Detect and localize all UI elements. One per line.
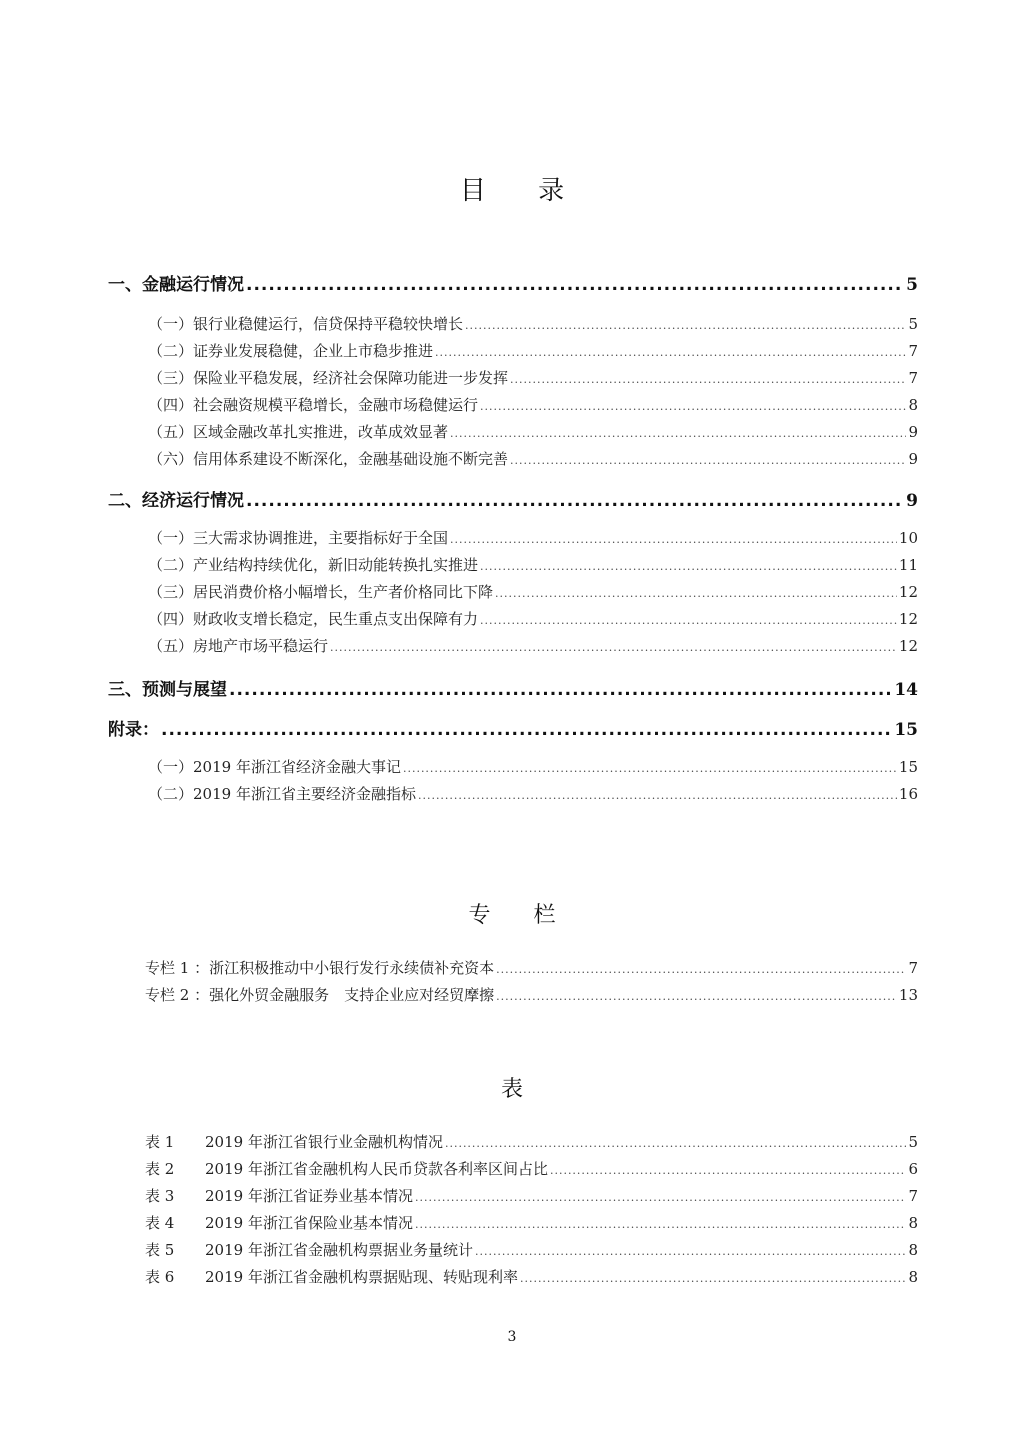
- table-entry[interactable]: [145, 1266, 918, 1286]
- toc-item-label: （四）社会融资规模平稳增长，金融市场稳健运行: [148, 396, 479, 414]
- table-entry-label: [145, 1158, 548, 1179]
- toc-page-number: 15: [898, 758, 918, 776]
- toc-page-number: 7: [908, 369, 918, 387]
- table-title: 2019 年浙江省保险业基本情况: [205, 1214, 413, 1232]
- toc-item-label: （一）2019 年浙江省经济金融大事记: [148, 758, 401, 776]
- table-number: 表 5: [145, 1241, 175, 1259]
- toc-item-label: （二）2019 年浙江省主要经济金融指标: [148, 785, 416, 803]
- dot-leader: [415, 1191, 907, 1204]
- toc-item-label: （二）产业结构持续优化，新旧动能转换扎实推进: [148, 556, 479, 574]
- table-number: 表 2: [145, 1160, 175, 1178]
- dot-leader: [496, 990, 897, 1003]
- toc-section-label: 三、预测与展望: [108, 680, 227, 700]
- page-number: 3: [507, 1329, 517, 1345]
- toc-page-number: 6: [908, 1160, 918, 1178]
- table-entry[interactable]: [145, 1239, 918, 1259]
- toc-item[interactable]: [148, 367, 918, 387]
- toc-item-label: （六）信用体系建设不断深化，金融基础设施不断完善: [148, 450, 509, 468]
- table-number: 表 1: [145, 1133, 175, 1151]
- dot-leader: [330, 641, 897, 654]
- toc-item[interactable]: [148, 394, 918, 414]
- column-label: 专栏 1 ：浙江积极推动中小银行发行永续债补充资本: [145, 959, 495, 977]
- toc-page-number: 13: [898, 986, 918, 1004]
- dot-leader: [510, 454, 906, 467]
- toc-item[interactable]: [148, 635, 918, 655]
- toc-item-label: （四）财政收支增长稳定，民生重点支出保障有力: [148, 610, 479, 628]
- toc-section-label: 二、经济运行情况: [108, 491, 244, 511]
- toc-item-label: （一）银行业稳健运行，信贷保持平稳较快增长: [148, 315, 464, 333]
- dot-leader: [520, 1272, 907, 1285]
- table-title: 2019 年浙江省银行业金融机构情况: [205, 1133, 443, 1151]
- dot-leader: [161, 720, 892, 740]
- dot-leader: [510, 373, 906, 386]
- toc-page-number: 15: [894, 720, 918, 740]
- toc-title: 目 录: [459, 176, 587, 206]
- dot-leader: [403, 762, 897, 775]
- table-number: 表 4: [145, 1214, 175, 1232]
- toc-item[interactable]: [148, 340, 918, 360]
- table-entry-label: [145, 1185, 413, 1206]
- toc-section-appendix[interactable]: [108, 715, 918, 739]
- toc-page-number: 16: [898, 785, 918, 803]
- columns-title: 专 栏: [468, 903, 574, 928]
- toc-item[interactable]: [148, 448, 918, 468]
- toc-page-number: 9: [906, 491, 918, 511]
- toc-item-label: （三）居民消费价格小幅增长，生产者价格同比下降: [148, 583, 494, 601]
- toc-item[interactable]: [148, 527, 918, 547]
- toc-item[interactable]: [148, 608, 918, 628]
- dot-leader: [246, 491, 904, 511]
- dot-leader: [495, 587, 897, 600]
- table-title: 2019 年浙江省金融机构人民币贷款各利率区间占比: [205, 1160, 548, 1178]
- toc-section-1[interactable]: [108, 270, 918, 294]
- toc-page-number: 10: [898, 529, 918, 547]
- toc-section-label: 附录：: [108, 720, 159, 740]
- toc-page-number: 9: [908, 423, 918, 441]
- dot-leader: [415, 1218, 907, 1231]
- table-title: 2019 年浙江省金融机构票据贴现、转贴现利率: [205, 1268, 518, 1286]
- dot-leader: [480, 614, 897, 627]
- toc-page-number: 5: [908, 1133, 918, 1151]
- table-entry[interactable]: [145, 1185, 918, 1205]
- dot-leader: [475, 1245, 907, 1258]
- table-title: 2019 年浙江省金融机构票据业务量统计: [205, 1241, 473, 1259]
- toc-page-number: 11: [898, 556, 918, 574]
- toc-page-number: 9: [908, 450, 918, 468]
- column-label: 专栏 2 ：强化外贸金融服务 支持企业应对经贸摩擦: [145, 986, 495, 1004]
- dot-leader: [496, 963, 906, 976]
- toc-section-3[interactable]: [108, 675, 918, 699]
- table-entry[interactable]: [145, 1131, 918, 1151]
- toc-page-number: 12: [898, 610, 918, 628]
- table-entry-label: [145, 1131, 443, 1152]
- dot-leader: [480, 400, 906, 413]
- toc-page-number: 7: [908, 959, 918, 977]
- table-entry-label: [145, 1212, 413, 1233]
- dot-leader: [445, 1137, 907, 1150]
- toc-page-number: 8: [908, 396, 918, 414]
- table-entry-label: [145, 1239, 473, 1260]
- column-entry[interactable]: [145, 984, 918, 1004]
- toc-item-label: （五）房地产市场平稳运行: [148, 637, 329, 655]
- toc-page-number: 7: [908, 342, 918, 360]
- toc-page-number: 7: [908, 1187, 918, 1205]
- column-entry[interactable]: [145, 957, 918, 977]
- dot-leader: [435, 346, 906, 359]
- toc-item[interactable]: [148, 783, 918, 803]
- toc-item[interactable]: [148, 581, 918, 601]
- table-entry[interactable]: [145, 1212, 918, 1232]
- toc-page-number: 8: [908, 1268, 918, 1286]
- table-title: 2019 年浙江省证券业基本情况: [205, 1187, 413, 1205]
- table-entry-label: [145, 1266, 518, 1287]
- table-number: 表 3: [145, 1187, 175, 1205]
- toc-item-label: （五）区域金融改革扎实推进，改革成效显著: [148, 423, 449, 441]
- tables-title: 表: [500, 1077, 523, 1102]
- toc-page-number: 14: [894, 680, 918, 700]
- dot-leader: [418, 789, 897, 802]
- toc-item[interactable]: [148, 756, 918, 776]
- toc-item[interactable]: [148, 421, 918, 441]
- toc-page-number: 5: [906, 275, 918, 295]
- table-number: 表 6: [145, 1268, 175, 1286]
- toc-section-2[interactable]: [108, 486, 918, 510]
- toc-section-label: 一、金融运行情况: [108, 275, 244, 295]
- toc-item-label: （三）保险业平稳发展，经济社会保障功能进一步发挥: [148, 369, 509, 387]
- toc-page-number: 5: [908, 315, 918, 333]
- toc-item-label: （一）三大需求协调推进，主要指标好于全国: [148, 529, 449, 547]
- toc-item[interactable]: [148, 554, 918, 574]
- dot-leader: [246, 275, 904, 295]
- table-entry[interactable]: [145, 1158, 918, 1178]
- dot-leader: [229, 680, 892, 700]
- dot-leader: [450, 427, 906, 440]
- dot-leader: [550, 1164, 907, 1177]
- toc-page-number: 8: [908, 1241, 918, 1259]
- toc-item-label: （二）证券业发展稳健，企业上市稳步推进: [148, 342, 434, 360]
- dot-leader: [480, 560, 897, 573]
- dot-leader: [450, 533, 897, 546]
- toc-page-number: 12: [898, 583, 918, 601]
- toc-item[interactable]: [148, 313, 918, 333]
- toc-page-number: 8: [908, 1214, 918, 1232]
- toc-page-number: 12: [898, 637, 918, 655]
- dot-leader: [465, 319, 906, 332]
